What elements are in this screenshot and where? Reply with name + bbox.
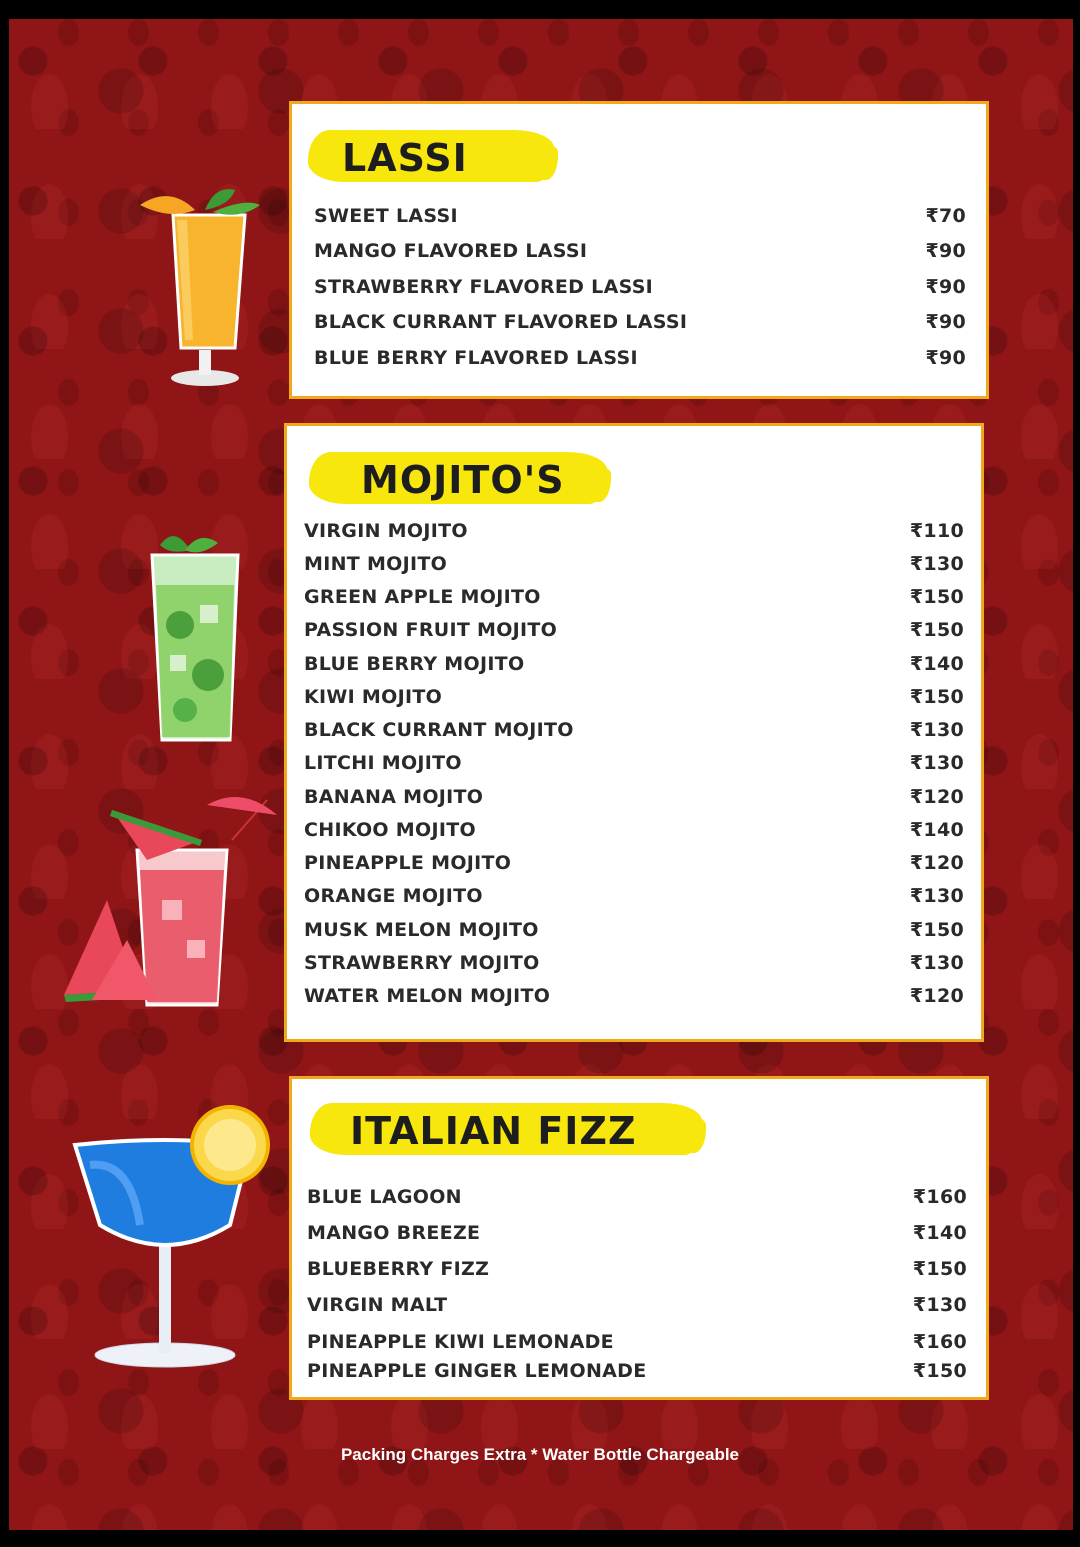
lassi-section <box>289 101 989 399</box>
item-name: STRAWBERRY FLAVORED LASSI <box>314 276 654 298</box>
lassi-item <box>314 240 966 264</box>
item-price: ₹110 <box>909 520 964 542</box>
item-price: ₹120 <box>909 852 964 874</box>
item-name: PINEAPPLE MOJITO <box>304 852 512 874</box>
mojito-item <box>304 619 964 643</box>
item-name: VIRGIN MALT <box>307 1294 448 1316</box>
item-price: ₹150 <box>909 919 964 941</box>
blue-lagoon-glass-icon <box>70 1105 275 1375</box>
footer-note: Packing Charges Extra * Water Bottle Chargeable <box>340 1445 740 1464</box>
item-price: ₹150 <box>909 686 964 708</box>
item-price: ₹130 <box>909 719 964 741</box>
mojito-item <box>304 985 964 1009</box>
fizz-item <box>307 1186 967 1210</box>
mojito-item <box>304 719 964 743</box>
mojitos-title-highlight <box>309 452 607 504</box>
mojito-item <box>304 819 964 843</box>
item-price: ₹90 <box>925 311 966 333</box>
fizz-item <box>307 1294 967 1318</box>
item-price: ₹120 <box>909 786 964 808</box>
fizz-item <box>307 1331 967 1355</box>
mojito-item <box>304 686 964 710</box>
item-name: MINT MOJITO <box>304 553 448 575</box>
item-name: BLUEBERRY FIZZ <box>307 1258 490 1280</box>
item-price: ₹90 <box>925 240 966 262</box>
lassi-title-highlight <box>308 130 554 182</box>
mojito-item <box>304 520 964 544</box>
watermelon-mojito-glass-icon <box>62 790 282 1015</box>
item-price: ₹120 <box>909 985 964 1007</box>
item-name: MANGO BREEZE <box>307 1222 481 1244</box>
lassi-section-title: LASSI <box>342 136 468 180</box>
fizz-item <box>307 1360 967 1384</box>
fizz-item <box>307 1258 967 1282</box>
mojito-item <box>304 786 964 810</box>
item-price: ₹70 <box>925 205 966 227</box>
item-name: BLUE BERRY FLAVORED LASSI <box>314 347 638 369</box>
item-name: PINEAPPLE GINGER LEMONADE <box>307 1360 647 1382</box>
lassi-item <box>314 311 966 335</box>
mojito-item <box>304 586 964 610</box>
item-price: ₹140 <box>912 1222 967 1244</box>
item-price: ₹150 <box>912 1360 967 1382</box>
item-name: BLACK CURRANT FLAVORED LASSI <box>314 311 688 333</box>
item-name: GREEN APPLE MOJITO <box>304 586 541 608</box>
item-name: PASSION FRUIT MOJITO <box>304 619 558 641</box>
mango-lassi-glass-icon <box>135 180 265 390</box>
item-price: ₹150 <box>909 586 964 608</box>
lassi-item-list <box>314 205 966 375</box>
lassi-item <box>314 347 966 371</box>
item-name: MANGO FLAVORED LASSI <box>314 240 588 262</box>
mojito-item <box>304 653 964 677</box>
mojito-item <box>304 919 964 943</box>
mojitos-item-list <box>304 520 964 1010</box>
item-name: BLUE BERRY MOJITO <box>304 653 525 675</box>
item-price: ₹130 <box>909 885 964 907</box>
item-price: ₹140 <box>909 819 964 841</box>
mojito-item <box>304 952 964 976</box>
mojito-item <box>304 885 964 909</box>
item-name: VIRGIN MOJITO <box>304 520 468 542</box>
italian-fizz-item-list <box>307 1186 967 1386</box>
item-name: ORANGE MOJITO <box>304 885 483 907</box>
fizz-item <box>307 1222 967 1246</box>
mint-mojito-glass-icon <box>140 525 245 750</box>
italian-fizz-section <box>289 1076 989 1400</box>
lassi-item <box>314 276 966 300</box>
item-name: LITCHI MOJITO <box>304 752 462 774</box>
item-name: PINEAPPLE KIWI LEMONADE <box>307 1331 614 1353</box>
mojito-item <box>304 852 964 876</box>
lassi-item <box>314 205 966 229</box>
mojito-item <box>304 752 964 776</box>
italian-fizz-section-title: ITALIAN FIZZ <box>350 1109 637 1153</box>
item-price: ₹130 <box>909 752 964 774</box>
item-name: KIWI MOJITO <box>304 686 443 708</box>
item-price: ₹140 <box>909 653 964 675</box>
item-name: BANANA MOJITO <box>304 786 484 808</box>
mojitos-section <box>284 423 984 1042</box>
item-name: CHIKOO MOJITO <box>304 819 476 841</box>
item-price: ₹90 <box>925 276 966 298</box>
item-price: ₹160 <box>912 1186 967 1208</box>
item-price: ₹130 <box>909 553 964 575</box>
item-name: BLUE LAGOON <box>307 1186 462 1208</box>
mojito-item <box>304 553 964 577</box>
item-price: ₹130 <box>909 952 964 974</box>
item-name: STRAWBERRY MOJITO <box>304 952 540 974</box>
item-name: MUSK MELON MOJITO <box>304 919 539 941</box>
item-name: WATER MELON MOJITO <box>304 985 551 1007</box>
item-name: SWEET LASSI <box>314 205 458 227</box>
item-price: ₹160 <box>912 1331 967 1353</box>
item-price: ₹90 <box>925 347 966 369</box>
item-price: ₹150 <box>912 1258 967 1280</box>
italian-fizz-title-highlight <box>310 1103 702 1155</box>
item-price: ₹130 <box>912 1294 967 1316</box>
item-price: ₹150 <box>909 619 964 641</box>
mojitos-section-title: MOJITO'S <box>361 458 565 502</box>
item-name: BLACK CURRANT MOJITO <box>304 719 574 741</box>
